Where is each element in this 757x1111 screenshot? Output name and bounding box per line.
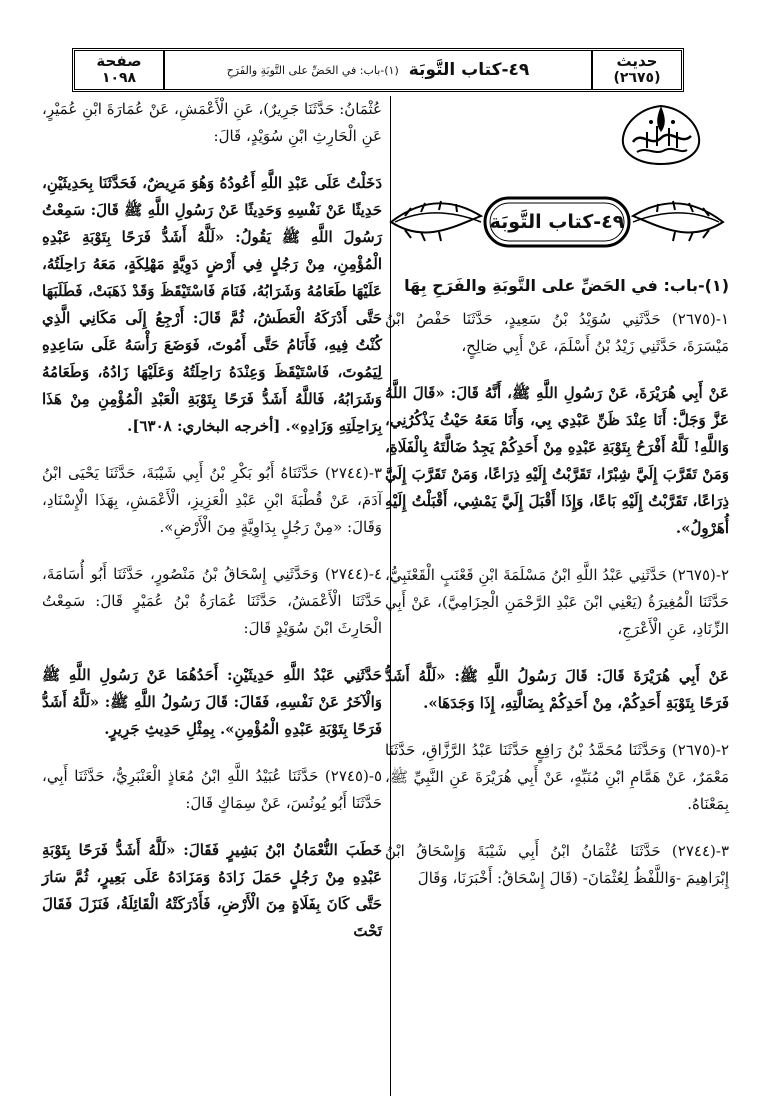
hadith-paragraph: ٢-(٢٦٧٥) حَدَّثَنِي عَبْدُ اللَّهِ ابْنُ مَسْلَمَةَ ابْنِ قَعْنَبٍ الْقَعْنَبِيُّ، حَدَّثَنَا الْمُغِيرَةُ (يَعْنِي ابْنَ عَبْدِ الرَّحْمَنِ الْحِزَامِيَّ)، عَنْ أَبِي الزِّنَادِ، عَنِ الْأَعْرَجِ، xyxy=(385,566,729,638)
header-chapter-title: (١)-باب: في الحَضِّ على التَّوبَةِ والفَرَحِ xyxy=(226,63,399,77)
hadith-paragraph: دَخَلْتُ عَلَى عَبْدِ اللَّهِ أَعُودُهُ وَهُوَ مَرِيضٌ، فَحَدَّثَنَا بِحَدِيثَيْنِ، حَدِيثًا عَنْ نَفْسِهِ وَحَدِيثًا عَنْ رَسُولِ اللَّهِ ﷺ قَالَ: سَمِعْتُ رَسُولَ اللَّهِ ﷺ يَقُولُ: «لَلَّهُ أَشَدُّ فَرَحًا بِتَوْبَةِ عَبْدِهِ الْمُؤْمِنِ، مِنْ رَجُلٍ فِي أَرْضٍ دَوِيَّةٍ مَهْلِكَةٍ، مَعَهُ رَاحِلَتُهُ، عَلَيْهَا طَعَامُهُ وَشَرَابُهُ، فَنَامَ فَاسْتَيْقَظَ وَقَدْ ذَهَبَتْ، فَطَلَبَهَا حَتَّى أَدْرَكَهُ الْعَطَشُ، ثُمَّ قَالَ: أَرْجِعُ إِلَى مَكَانِي الَّذِي كُنْتُ فِيهِ، فَأَنَامُ حَتَّى أَمُوتَ، فَوَضَعَ رَأْسَهُ عَلَى سَاعِدِهِ لِيَمُوتَ، فَاسْتَيْقَظَ وَعِنْدَهُ رَاحِلَتُهُ وَعَلَيْهَا زَادُهُ، وَطَعَامُهُ وَشَرَابُهُ، فَاللَّهُ أَشَدُّ فَرَحًا بِتَوْبَةِ الْعَبْدِ الْمُؤْمِنِ مِنْ هَذَا بِرَاحِلَتِهِ وَزَادِهِ». [أخرجه البخاري: ٦٣٠٨]. xyxy=(42,174,382,435)
hadith-paragraph: ٤-(٢٧٤٤) وَحَدَّثَنِي إِسْحَاقُ بْنُ مَنْصُورٍ، حَدَّثَنَا أَبُو أُسَامَةَ، حَدَّثَنَا الْأَعْمَشُ، حَدَّثَنَا عُمَارَةُ بْنُ عُمَيْرٍ قَالَ: سَمِعْتُ الْحَارِثَ ابْنَ سُوَيْدٍ قَالَ: xyxy=(42,565,382,637)
header-title xyxy=(163,51,593,89)
chapter-title: (١)-باب: في الحَضِّ على التَّوبَةِ والفَرَحِ بِهَا xyxy=(404,276,729,295)
hadith-paragraph: عَنْ أَبِي هُرَيْرَةَ، عَنْ رَسُولِ اللَّهِ ﷺ، أَنَّهُ قَالَ: «قَالَ اللَّهُ عَزَّ وَجَلَّ: أَنَا عِنْدَ ظَنِّ عَبْدِي بِي، وَأَنَا مَعَهُ حَيْثُ يَذْكُرُنِي، وَاللَّهِ! لَلَّهُ أَفْرَحُ بِتَوْبَةِ عَبْدِهِ مِنْ أَحَدِكُمْ يَجِدُ ضَالَّتَهُ بِالْفَلَاةِ، وَمَنْ تَقَرَّبَ إِلَيَّ شِبْرًا، تَقَرَّبْتُ إِلَيْهِ ذِرَاعًا، وَمَنْ تَقَرَّبَ إِلَيَّ ذِرَاعًا، تَقَرَّبْتُ إِلَيْهِ بَاعًا، وَإِذَا أَقْبَلَ إِلَيَّ يَمْشِي، أَقْبَلْتُ إِلَيْهِ أُهَرْوِلُ». xyxy=(385,384,729,537)
book-title-ornament xyxy=(385,186,729,258)
hadith-paragraph: عَنْ أَبِي هُرَيْرَةَ قَالَ: قَالَ رَسُولُ اللَّهِ ﷺ: «لَلَّهُ أَشَدُّ فَرَحًا بِتَوْبَةِ أَحَدِكُمْ، مِنْ أَحَدِكُمْ بِضَالَّتِهِ، إِذَا وَجَدَهَا». xyxy=(385,667,729,712)
hadith-paragraph: خَطَبَ النُّعْمَانُ ابْنُ بَشِيرٍ فَقَالَ: «لَلَّهُ أَشَدُّ فَرَحًا بِتَوْبَةِ عَبْدِهِ مِنْ رَجُلٍ حَمَلَ زَادَهُ وَمَزَادَهُ عَلَى بَعِيرٍ، ثُمَّ سَارَ حَتَّى كَانَ بِفَلَاةٍ مِنَ الْأَرْضِ، فَأَدْرَكَتْهُ الْقَائِلَةُ، فَنَزَلَ فَقَالَ تَحْتَ xyxy=(42,841,382,940)
header-book-title: ٤٩-كتاب التَّوبَة xyxy=(408,60,530,80)
book-title: ٤٩-كتاب التَّوبَة xyxy=(489,211,625,233)
hadith-paragraph: ٣-(٢٧٤٤) حَدَّثَنَاهُ أَبُو بَكْرِ بْنُ أَبِي شَيْبَةَ، حَدَّثَنَا يَحْيَى ابْنُ آدَمَ، عَنْ قُطْبَةَ ابْنِ عَبْدِ الْعَزِيزِ، الْأَعْمَشِ، بِهَذَا الْإِسْنَادِ، وَقَالَ: «مِنْ رَجُلٍ بِدَاوِيَّةٍ مِنَ الْأَرْضِ». xyxy=(42,464,382,536)
hadith-paragraph: ٢-(٢٦٧٥) وَحَدَّثَنَا مُحَمَّدُ بْنُ رَافِعٍ حَدَّثَنَا عَبْدُ الرَّزَّاقِ، حَدَّثَنَا مَعْمَرٌ، عَنْ هَمَّامِ ابْنِ مُنَبِّهٍ، عَنْ أَبِي هُرَيْرَةَ عَنِ النَّبِيِّ ﷺ، بِمَعْنَاهُ. xyxy=(385,741,729,813)
hadith-label: حديث xyxy=(616,52,658,70)
page-header xyxy=(72,48,684,92)
hadith-paragraph: ١-(٢٦٧٥) حَدَّثَنِي سُوَيْدُ بْنُ سَعِيدٍ، حَدَّثَنَا حَفْصُ ابْنُ مَيْسَرَةَ، حَدَّثَنِي زَيْدُ بْنُ أَسْلَمَ، عَنْ أَبِي صَالِحٍ، xyxy=(385,310,729,355)
page-number: ١٠٩٨ xyxy=(101,70,137,86)
hadith-paragraph: ٥-(٢٧٤٥) حَدَّثَنَا عُبَيْدُ اللَّهِ ابْنُ مُعَاذٍ الْعَنْبَرِيُّ، حَدَّثَنَا أَبِي، حَدَّثَنَا أَبُو يُونُسَ، عَنْ سِمَاكٍ قَالَ: xyxy=(42,767,382,812)
hadith-paragraph: عُثْمَانُ: حَدَّثَنَا جَرِيرٌ)، عَنِ الْأَعْمَشِ، عَنْ عُمَارَةَ ابْنِ عُمَيْرٍ، عَنِ الْحَارِثِ ابْنِ سُوَيْدٍ، قَالَ: xyxy=(42,100,382,145)
right-column xyxy=(385,96,729,1111)
page-number-box xyxy=(75,51,165,89)
hadith-number-box xyxy=(591,51,681,89)
left-column xyxy=(42,96,382,1111)
page-label: صفحة xyxy=(96,52,142,70)
hadith-number: (٢٦٧٥) xyxy=(613,70,661,86)
hadith-paragraph: ٣-(٢٧٤٤) حَدَّثَنَا عُثْمَانُ ابْنُ أَبِي شَيْبَةَ وَإِسْحَاقُ ابْنُ إِبْرَاهِيمَ -وَاللَّفْظُ لِعُثْمَانَ- (قَالَ إِسْحَاقُ: أَخْبَرَنَا، وَقَالَ xyxy=(385,842,729,887)
calligraphic-seal-icon xyxy=(611,102,711,168)
hadith-paragraph: حَدَّثَنِي عَبْدُ اللَّهِ حَدِيثَيْنِ: أَحَدُهُمَا عَنْ رَسُولِ اللَّهِ ﷺ وَالْآخَرُ عَنْ نَفْسِهِ، فَقَالَ: قَالَ رَسُولُ اللَّهِ ﷺ: «لَلَّهُ أَشَدُّ فَرَحًا بِتَوْبَةِ عَبْدِهِ الْمُؤْمِنِ». بِمِثْلِ حَدِيثِ جَرِيرٍ. xyxy=(42,666,382,738)
